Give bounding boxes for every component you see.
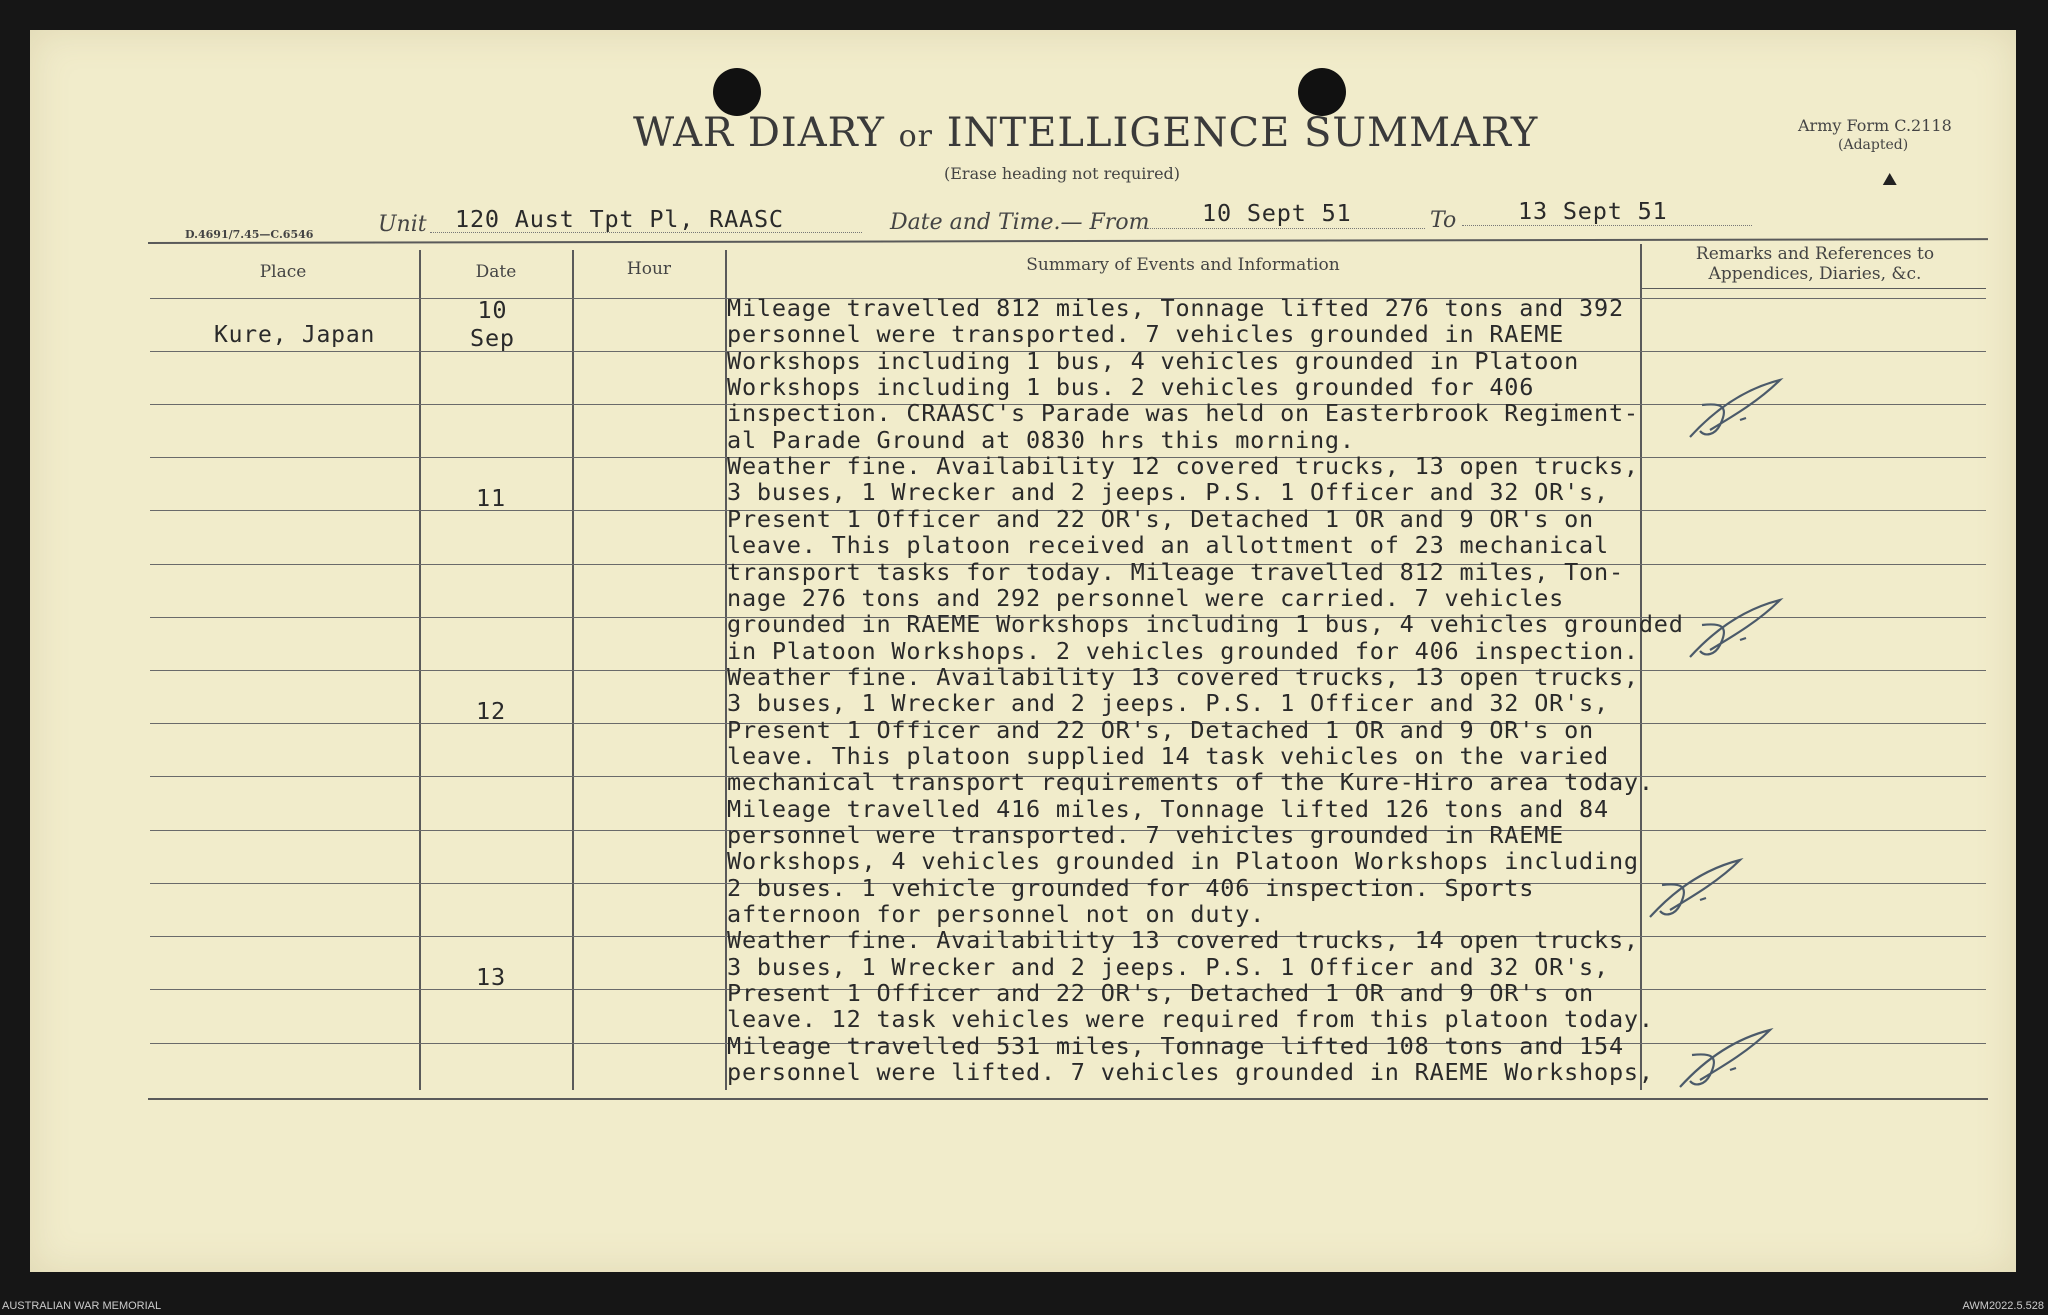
punch-hole: [713, 68, 761, 116]
summary-line: nage 276 tons and 292 personnel were carried. 7 vehicles: [727, 583, 1565, 612]
initials-signature: [1670, 1025, 1780, 1095]
footer-credit: AUSTRALIAN WAR MEMORIAL: [2, 1300, 162, 1312]
summary-line: in Platoon Workshops. 2 vehicles grounded for 406 inspection.: [727, 636, 1639, 665]
punch-hole: [1298, 68, 1346, 116]
date-to-line: [1462, 225, 1752, 226]
place-cell: Kure, Japan: [214, 322, 376, 348]
summary-line: Present 1 Officer and 22 OR's, Detached 1 OR and 9 OR's on: [727, 504, 1594, 533]
summary-line: inspection. CRAASC's Parade was held on Easterbrook Regiment-: [727, 399, 1639, 428]
footer-reference: AWM2022.5.528: [1962, 1300, 2044, 1312]
date-to-label: To: [1430, 208, 1457, 233]
form-reference: Army Form C.2118: [1798, 116, 1952, 135]
date-from-value: 10 Sept 51: [1202, 199, 1352, 227]
summary-line: Workshops including 1 bus, 4 vehicles grounded in Platoon: [727, 346, 1580, 375]
date-cell-13: 13: [476, 963, 506, 991]
initials-signature: [1635, 855, 1755, 925]
page-subtitle: (Erase heading not required): [944, 164, 1181, 183]
summary-line: leave. 12 task vehicles were required from this platoon today.: [727, 1005, 1654, 1034]
table-bottom-border: [148, 1098, 1988, 1100]
summary-line: personnel were transported. 7 vehicles grounded in RAEME: [727, 821, 1565, 849]
date-to-value: 13 Sept 51: [1518, 197, 1668, 225]
summary-line: Mileage travelled 531 miles, Tonnage lifted 108 tons and 154: [727, 1031, 1624, 1060]
date-cell-12: 12: [476, 697, 506, 725]
summary-line: 2 buses. 1 vehicle grounded for 406 inspection. Sports: [727, 873, 1535, 902]
unit-label: Unit: [378, 212, 427, 237]
summary-line: mechanical transport requirements of the Kure-Hiro area today.: [727, 768, 1654, 797]
summary-line: personnel were transported. 7 vehicles grounded in RAEME: [727, 320, 1565, 349]
form-adapted: (Adapted): [1838, 137, 1909, 153]
date-from-line: [1137, 228, 1425, 229]
summary-line: leave. This platoon received an allottment of 23 mechanical: [727, 531, 1609, 560]
summary-line: Weather fine. Availability 12 covered trucks, 13 open trucks,: [727, 452, 1639, 481]
summary-line: 3 buses, 1 Wrecker and 2 jeeps. P.S. 1 Officer and 32 OR's,: [727, 689, 1609, 718]
summary-line: grounded in RAEME Workshops including 1 bus, 4 vehicles grounded: [727, 610, 1684, 639]
print-code: D.4691/7.45—C.6546: [185, 228, 314, 241]
summary-line: afternoon for personnel not on duty.: [727, 900, 1266, 929]
initials-signature: [1680, 595, 1790, 665]
summary-line: 3 buses, 1 Wrecker and 2 jeeps. P.S. 1 Officer and 32 OR's,: [727, 952, 1609, 981]
summary-line: Weather fine. Availability 13 covered trucks, 13 open trucks,: [727, 662, 1639, 691]
date-cell-11: 11: [476, 484, 506, 512]
summary-line: Workshops, 4 vehicles grounded in Platoon Workshops including: [727, 847, 1639, 876]
summary-line: transport tasks for today. Mileage travelled 812 miles, Ton-: [727, 557, 1624, 586]
column-header-hour: Hour: [626, 259, 672, 279]
column-header-place: Place: [259, 262, 307, 282]
rule-line: [1642, 288, 1986, 289]
column-divider: [1640, 244, 1642, 1090]
page-title: WAR DIARY or INTELLIGENCE SUMMARY: [633, 110, 1539, 156]
unit-value: 120 Aust Tpt Pl, RAASC: [455, 205, 784, 233]
summary-line: al Parade Ground at 0830 hrs this morning.: [727, 425, 1355, 454]
summary-line: personnel were lifted. 7 vehicles grounded in RAEME Workshops,: [727, 1058, 1654, 1087]
summary-line: Weather fine. Availability 13 covered trucks, 14 open trucks,: [727, 926, 1639, 955]
column-header-date: Date: [475, 262, 517, 282]
initials-signature: [1680, 375, 1790, 445]
summary-line: Present 1 Officer and 22 OR's, Detached 1 OR and 9 OR's on: [727, 715, 1594, 744]
date-cell-10: 10 Sep: [470, 296, 515, 352]
column-header-summary: Summary of Events and Information: [1026, 255, 1340, 275]
summary-line: Mileage travelled 416 miles, Tonnage lifted 126 tons and 84: [727, 794, 1609, 823]
summary-line: leave. This platoon supplied 14 task vehicles on the varied: [727, 741, 1609, 770]
column-header-remarks: Remarks and References to Appendices, Diaries, &c.: [1695, 244, 1935, 284]
summary-line: 3 buses, 1 Wrecker and 2 jeeps. P.S. 1 Officer and 32 OR's,: [727, 478, 1609, 507]
summary-line: Present 1 Officer and 22 OR's, Detached 1 OR and 9 OR's on: [727, 979, 1594, 1008]
summary-line: Mileage travelled 812 miles, Tonnage lifted 276 tons and 392: [727, 294, 1624, 322]
summary-line: Workshops including 1 bus. 2 vehicles grounded for 406: [727, 373, 1535, 402]
date-from-label: Date and Time.— From: [890, 210, 1150, 235]
